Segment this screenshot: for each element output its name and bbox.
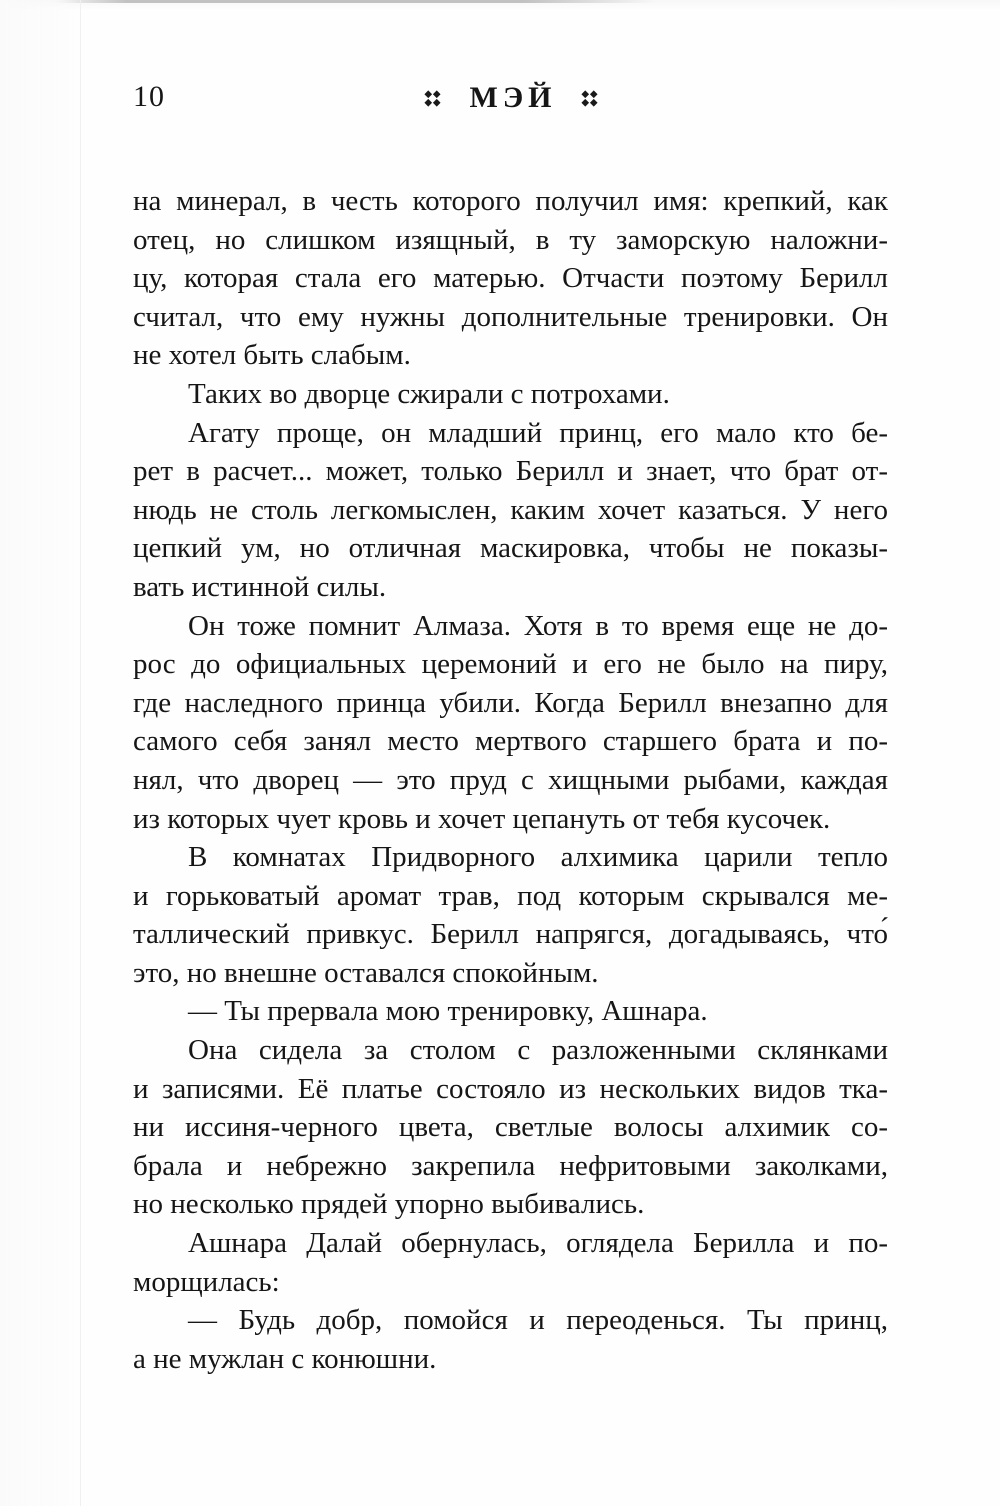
running-title-text: МЭЙ [469, 81, 557, 114]
text-line: рет в расчет... может, только Берилл и знает, что брат от- [133, 455, 888, 488]
text-line: нюдь не столь легкомыслен, каким хочет казаться. У него [133, 493, 888, 526]
text-line: но несколько прядей упорно выбивались. [133, 1188, 645, 1221]
text-line: нял, что дворец — это пруд с хищными рыбами, каждая [133, 763, 888, 796]
scan-edge-shadow-top [0, 0, 1000, 10]
text-line: В комнатах Придворного алхимика царили тепло [188, 841, 888, 874]
scan-edge-hairline [55, 0, 655, 3]
text-line: — Будь добр, помойся и переоденься. Ты принц, [188, 1304, 888, 1337]
text-line: а не мужлан с конюшни. [133, 1342, 437, 1375]
text-line: и записями. Её платье состояло из нескольких видов тка- [133, 1072, 888, 1105]
text-line: Она сидела за столом с разложенными склянками [188, 1034, 888, 1067]
text-line: на минерал, в честь которого получил имя: крепкий, как [133, 185, 888, 217]
text-line: самого себя занял место мертвого старшего брата и по- [133, 725, 888, 758]
text-line: считал, что ему нужны дополнительные тренировки. Он [133, 300, 888, 333]
text-line: цепкий ум, но отличная маскировка, чтобы не показы- [133, 532, 888, 565]
text-line: таллический привкус. Берилл напрягся, догадываясь, что́ [133, 918, 888, 951]
text-line: где наследного принца убили. Когда Берилл внезапно для [133, 686, 888, 719]
text-line: отец, но слишком изящный, в ту заморскую наложни- [133, 223, 888, 256]
text-line: из которых чует кровь и хочет цепануть от тебя кусочек. [133, 802, 831, 835]
scan-edge-shadow-left [0, 0, 81, 1506]
text-line: и горьковатый аромат трав, под которым скрывался ме- [133, 879, 888, 912]
quatrefoil-ornament-icon [581, 90, 598, 107]
text-line: не хотел быть слабым. [133, 339, 411, 372]
text-line: Он тоже помнит Алмаза. Хотя в то время еще не до- [188, 609, 888, 642]
running-title [133, 80, 888, 116]
page-number: 10 [133, 80, 165, 113]
text-line: — Ты прервала мою тренировку, Ашнара. [188, 995, 708, 1028]
text-line: рос до официальных церемоний и его не было на пиру, [133, 648, 888, 681]
text-line: Ашнара Далай обернулась, оглядела Берилла и по- [188, 1227, 888, 1260]
text-line: цу, которая стала его матерью. Отчасти поэтому Берилл [133, 262, 888, 295]
text-line: брала и небрежно закрепила нефритовыми заколками, [133, 1149, 888, 1182]
text-line: морщилась: [133, 1265, 280, 1298]
text-line: это, но внешне оставался спокойным. [133, 956, 599, 989]
text-line: Таких во дворце сжирали с потрохами. [188, 377, 670, 410]
page-text [133, 182, 888, 1378]
page-header [133, 80, 888, 116]
text-line: Агату проще, он младший принц, его мало кто бе- [188, 416, 888, 449]
quatrefoil-ornament-icon [424, 90, 441, 107]
text-line: ни иссиня-черного цвета, светлые волосы алхимик со- [133, 1111, 888, 1144]
text-line: вать истинной силы. [133, 570, 387, 603]
